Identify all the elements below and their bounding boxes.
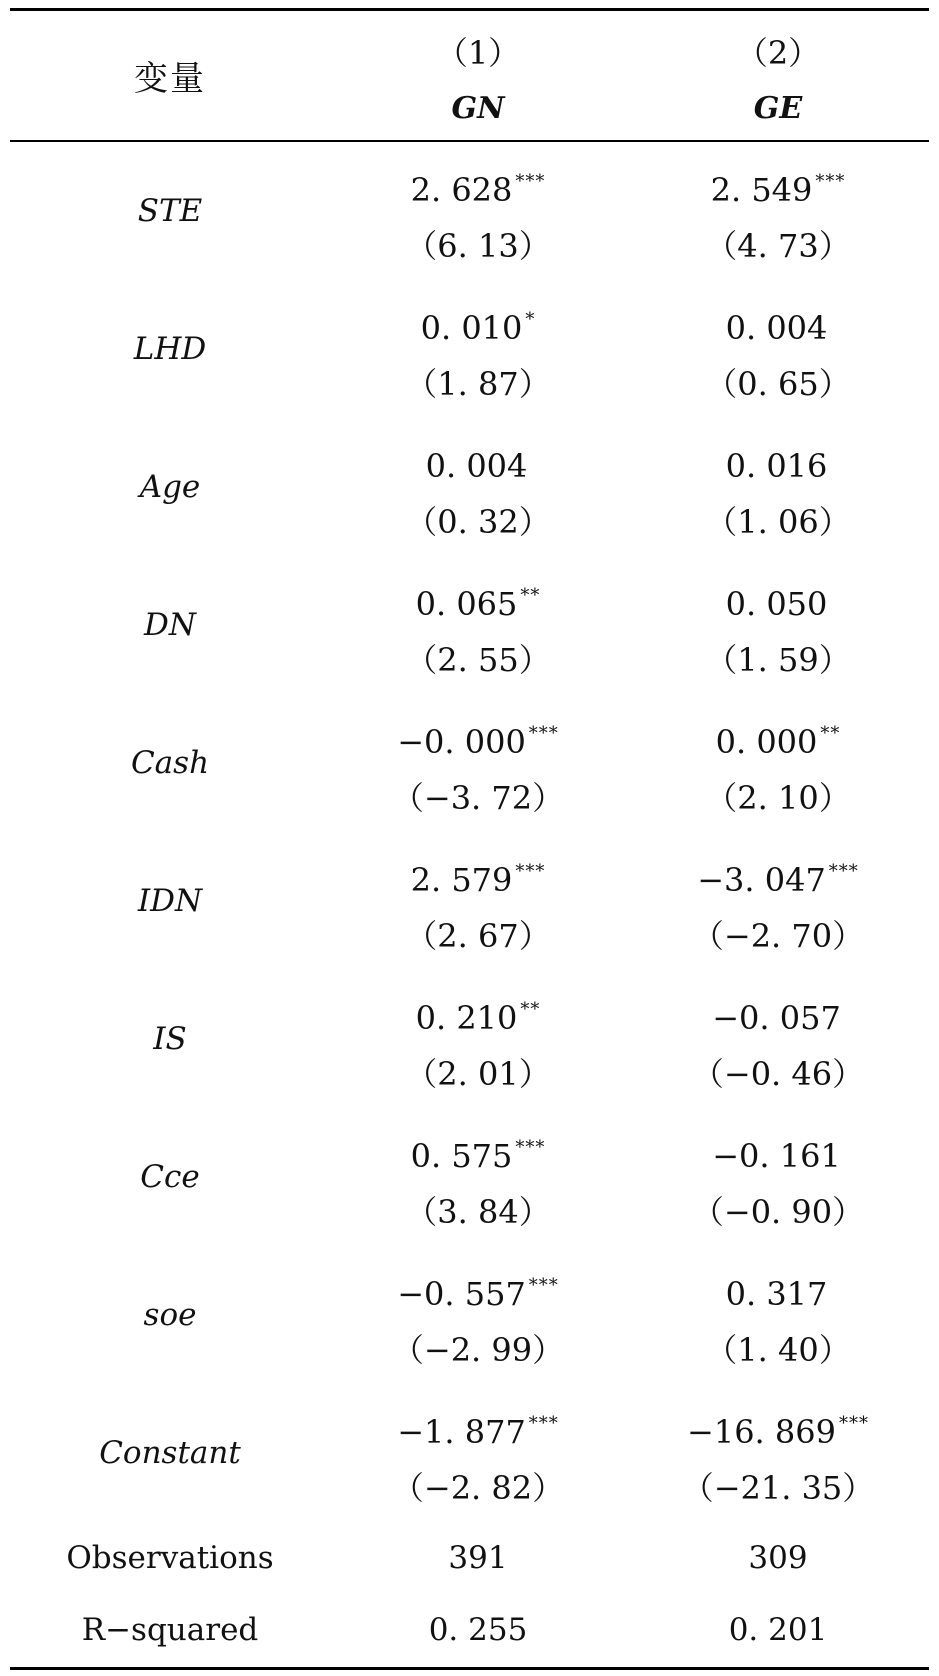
column-2-cell: 0. 201 <box>728 1612 828 1648</box>
t-statistic: （2. 67） <box>405 917 551 955</box>
stat-label: Observations <box>66 1540 274 1576</box>
significance-stars: *** <box>838 1413 869 1434</box>
t-statistic: （3. 84） <box>405 1193 551 1231</box>
coefficient: −0. 000 *** <box>397 723 559 761</box>
coefficient: 0. 575 *** <box>410 1137 546 1175</box>
t-statistic: （−0. 46） <box>691 1055 865 1093</box>
table-row <box>0 1246 939 1384</box>
table-row-r-squared <box>0 1594 939 1666</box>
significance-stars: * <box>525 309 536 330</box>
column-1-cell <box>348 1258 608 1378</box>
coefficient: 0. 004 <box>725 309 828 347</box>
significance-stars: *** <box>515 171 546 192</box>
column-2-cell: 309 <box>748 1540 808 1576</box>
column-1-cell <box>348 844 608 964</box>
t-statistic: （1. 40） <box>705 1331 851 1369</box>
variable-name: Age <box>139 469 201 505</box>
stat-label: R−squared <box>81 1612 259 1648</box>
column-1-header <box>358 25 598 137</box>
column-1-dependent-variable: GN <box>451 91 505 126</box>
variable-name: Cce <box>140 1159 200 1195</box>
t-statistic: （1. 59） <box>705 641 851 679</box>
summary-statistics <box>0 1522 939 1666</box>
table-bottom-rule <box>10 1667 929 1670</box>
table-row <box>0 142 939 280</box>
column-1-cell <box>348 568 608 688</box>
variable-name: Cash <box>130 745 210 781</box>
variable-name: IDN <box>137 883 203 919</box>
t-statistic: （−2. 99） <box>391 1331 565 1369</box>
significance-stars: *** <box>515 861 546 882</box>
column-2-cell <box>648 1120 908 1240</box>
significance-stars: *** <box>815 171 846 192</box>
column-2-header <box>658 25 898 137</box>
significance-stars: ** <box>520 999 541 1020</box>
column-2-cell <box>648 430 908 550</box>
column-1-cell <box>348 982 608 1102</box>
coefficient: −0. 161 <box>712 1137 841 1175</box>
coefficient: 0. 050 <box>725 585 828 623</box>
coefficient: 0. 000 ** <box>715 723 841 761</box>
column-1-cell <box>348 430 608 550</box>
table-row <box>0 1108 939 1246</box>
column-1-cell <box>348 1396 608 1516</box>
coefficient: 0. 065 ** <box>415 585 541 623</box>
t-statistic: （0. 65） <box>705 365 851 403</box>
column-1-cell <box>348 1120 608 1240</box>
variable-column-header: 变量 <box>134 59 206 99</box>
significance-stars: ** <box>520 585 541 606</box>
column-2-cell <box>648 292 908 412</box>
coefficient: −16. 869 *** <box>687 1413 869 1451</box>
column-2-cell <box>648 982 908 1102</box>
t-statistic: （1. 87） <box>405 365 551 403</box>
table-row <box>0 832 939 970</box>
column-2-cell <box>648 568 908 688</box>
coefficient: 0. 317 <box>725 1275 828 1313</box>
variable-name: LHD <box>133 331 207 367</box>
t-statistic: （−2. 82） <box>391 1469 565 1507</box>
coefficient: −0. 057 <box>712 999 841 1037</box>
column-2-cell <box>648 1396 908 1516</box>
t-statistic: （0. 32） <box>405 503 551 541</box>
column-1-cell: 0. 255 <box>428 1612 528 1648</box>
variable-name: STE <box>137 193 203 229</box>
table-row <box>0 694 939 832</box>
significance-stars: *** <box>528 723 559 744</box>
t-statistic: （−21. 35） <box>681 1469 875 1507</box>
significance-stars: *** <box>528 1413 559 1434</box>
t-statistic: （−3. 72） <box>391 779 565 817</box>
coefficient: 2. 549 *** <box>710 171 846 209</box>
significance-stars: *** <box>515 1137 546 1158</box>
table-row <box>0 970 939 1108</box>
table-row <box>0 280 939 418</box>
t-statistic: （2. 55） <box>405 641 551 679</box>
significance-stars: *** <box>528 1275 559 1296</box>
column-1-cell: 391 <box>448 1540 508 1576</box>
t-statistic: （−0. 90） <box>691 1193 865 1231</box>
t-statistic: （2. 10） <box>705 779 851 817</box>
coefficient: 0. 004 <box>425 447 528 485</box>
column-1-number: （1） <box>435 34 521 72</box>
coefficient: −1. 877 *** <box>397 1413 559 1451</box>
table-header <box>0 11 939 140</box>
table-row <box>0 1384 939 1522</box>
column-1-cell <box>348 292 608 412</box>
column-2-number: （2） <box>735 34 821 72</box>
column-1-cell <box>348 154 608 274</box>
column-2-cell <box>648 154 908 274</box>
table-row <box>0 556 939 694</box>
column-1-cell <box>348 706 608 826</box>
coefficient: 2. 628 *** <box>410 171 546 209</box>
coefficient: 0. 010 * <box>420 309 536 347</box>
variable-name: Constant <box>99 1435 241 1471</box>
table-row-observations <box>0 1522 939 1594</box>
table-row <box>0 418 939 556</box>
t-statistic: （6. 13） <box>405 227 551 265</box>
significance-stars: ** <box>820 723 841 744</box>
t-statistic: （−2. 70） <box>691 917 865 955</box>
t-statistic: （1. 06） <box>705 503 851 541</box>
significance-stars: *** <box>828 861 859 882</box>
variable-name: IS <box>153 1021 187 1057</box>
coefficient: −3. 047 *** <box>697 861 859 899</box>
variable-name: DN <box>144 607 196 643</box>
regression-rows <box>0 142 939 1522</box>
column-2-cell <box>648 844 908 964</box>
column-2-dependent-variable: GE <box>753 91 803 126</box>
column-2-cell <box>648 706 908 826</box>
t-statistic: （2. 01） <box>405 1055 551 1093</box>
coefficient: 2. 579 *** <box>410 861 546 899</box>
variable-name: soe <box>143 1297 197 1333</box>
column-2-cell <box>648 1258 908 1378</box>
coefficient: 0. 210 ** <box>415 999 541 1037</box>
coefficient: 0. 016 <box>725 447 828 485</box>
t-statistic: （4. 73） <box>705 227 851 265</box>
coefficient: −0. 557 *** <box>397 1275 559 1313</box>
